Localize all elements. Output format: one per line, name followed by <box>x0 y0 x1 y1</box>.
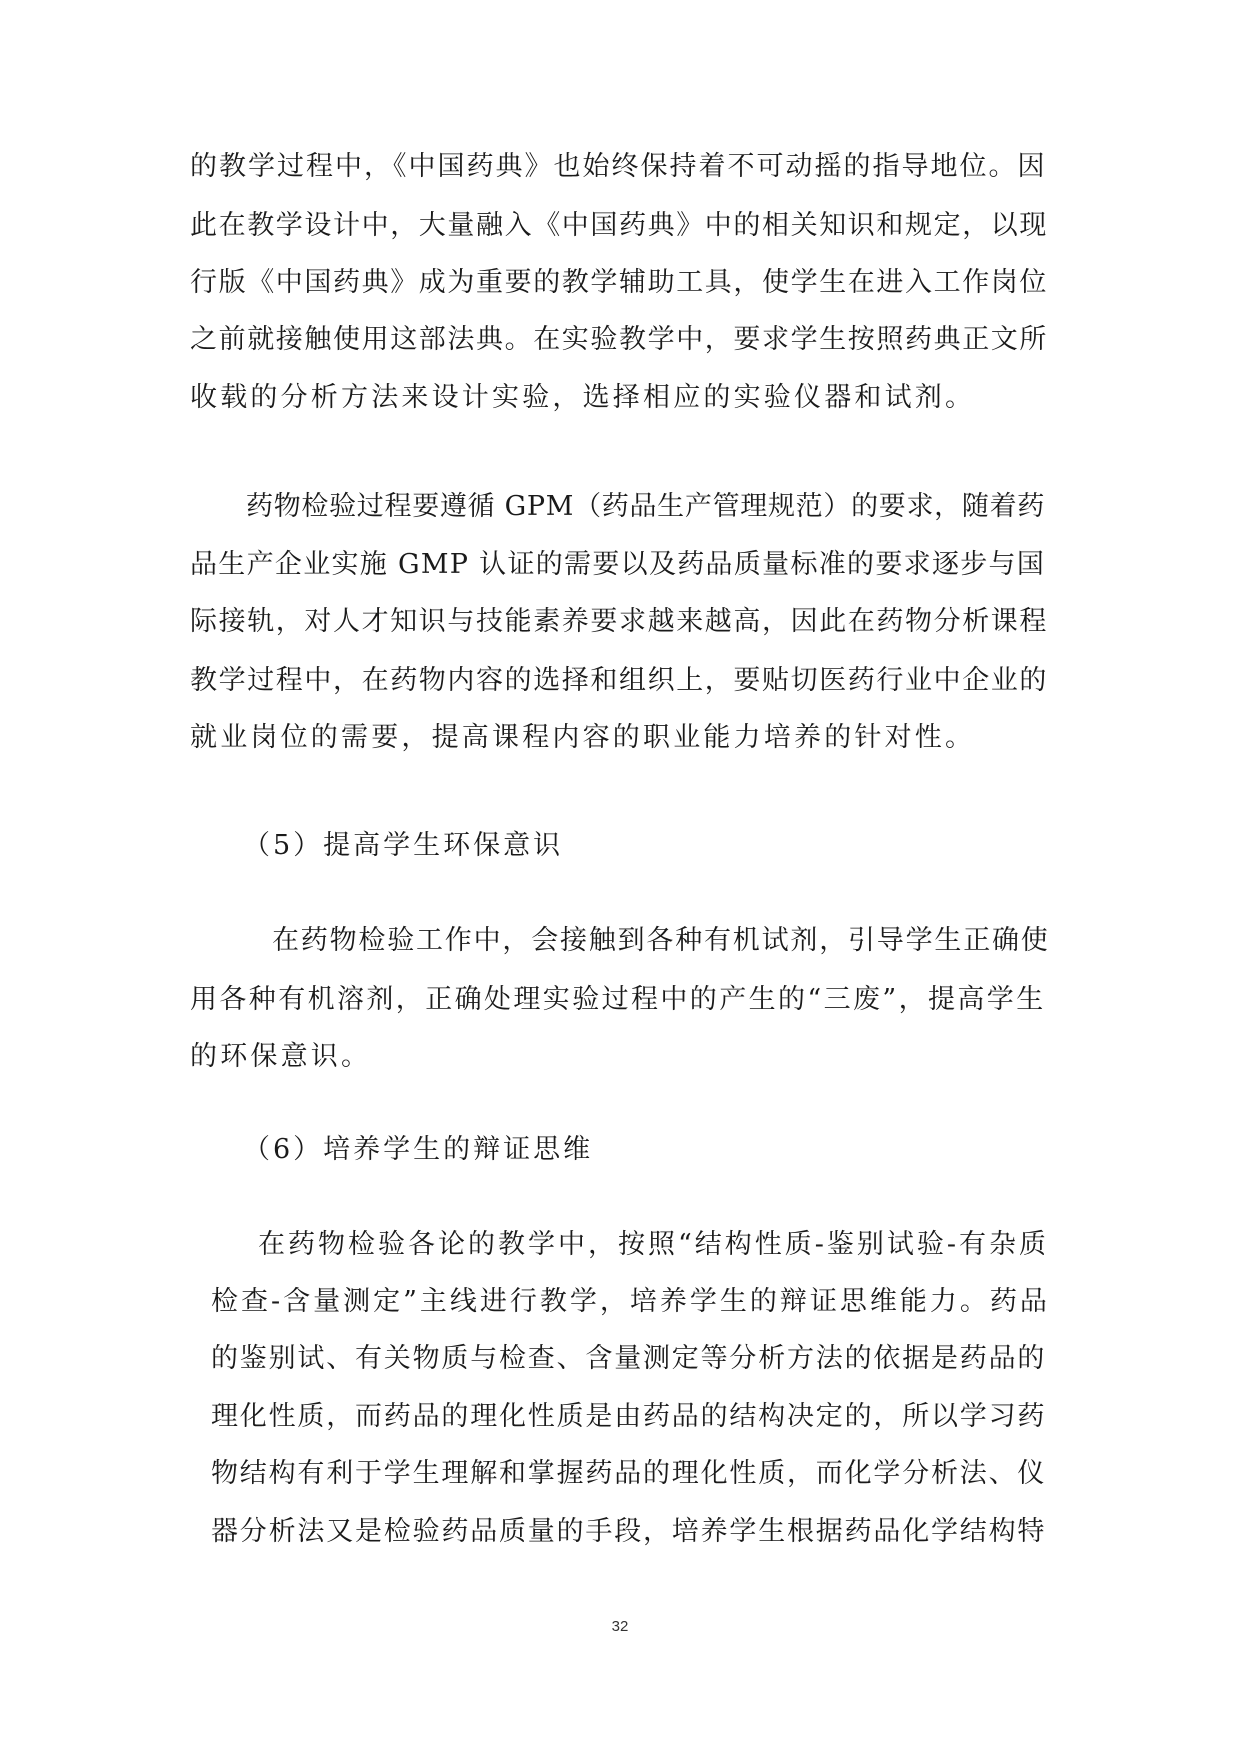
text-line: 的环保意识。 <box>190 1041 372 1072</box>
text-line: 理化性质，而药品的理化性质是由药品的结构决定的，所以学习药 <box>211 1401 1047 1432</box>
text-line: 物结构有利于学生理解和掌握药品的理化性质，而化学分析法、仪 <box>211 1458 1047 1489</box>
text-line: 行版《中国药典》成为重要的教学辅助工具，使学生在进入工作岗位 <box>190 267 1048 298</box>
text-line: 品生产企业实施 GMP 认证的需要以及药品质量标准的要求逐步与国 <box>190 549 1046 580</box>
text-line: 在药物检验各论的教学中，按照“结构性质-鉴别试验-有杂质 <box>258 1229 1050 1260</box>
text-line: 之前就接触使用这部法典。在实验教学中，要求学生按照药典正文所 <box>190 324 1048 355</box>
text-line: 的教学过程中，《中国药典》也始终保持着不可动摇的指导地位。因 <box>190 151 1047 182</box>
text-line: 就业岗位的需要，提高课程内容的职业能力培养的针对性。 <box>190 722 976 753</box>
text-line: 收载的分析方法来设计实验，选择相应的实验仪器和试剂。 <box>190 382 976 413</box>
section-heading-6: （6）培养学生的辩证思维 <box>243 1134 594 1165</box>
text-line: 的鉴别试、有关物质与检查、含量测定等分析方法的依据是药品的 <box>211 1343 1047 1374</box>
text-line: 药物检验过程要遵循 GPM（药品生产管理规范）的要求，随着药 <box>246 491 1045 522</box>
text-line: 教学过程中，在药物内容的选择和组织上，要贴切医药行业中企业的 <box>190 665 1048 696</box>
text-line: 检查-含量测定”主线进行教学，培养学生的辩证思维能力。药品 <box>211 1286 1050 1317</box>
text-line: 此在教学设计中，大量融入《中国药典》中的相关知识和规定，以现 <box>190 210 1048 241</box>
text-line: 用各种有机溶剂，正确处理实验过程中的产生的“三废”，提高学生 <box>190 984 1046 1015</box>
text-line: 在药物检验工作中，会接触到各种有机试剂，引导学生正确使 <box>272 925 1050 956</box>
text-line: 际接轨，对人才知识与技能素养要求越来越高，因此在药物分析课程 <box>190 606 1048 637</box>
text-line: 器分析法又是检验药品质量的手段，培养学生根据药品化学结构特 <box>211 1516 1047 1547</box>
page-number: 32 <box>611 1618 629 1635</box>
section-heading-5: （5）提高学生环保意识 <box>243 830 564 861</box>
